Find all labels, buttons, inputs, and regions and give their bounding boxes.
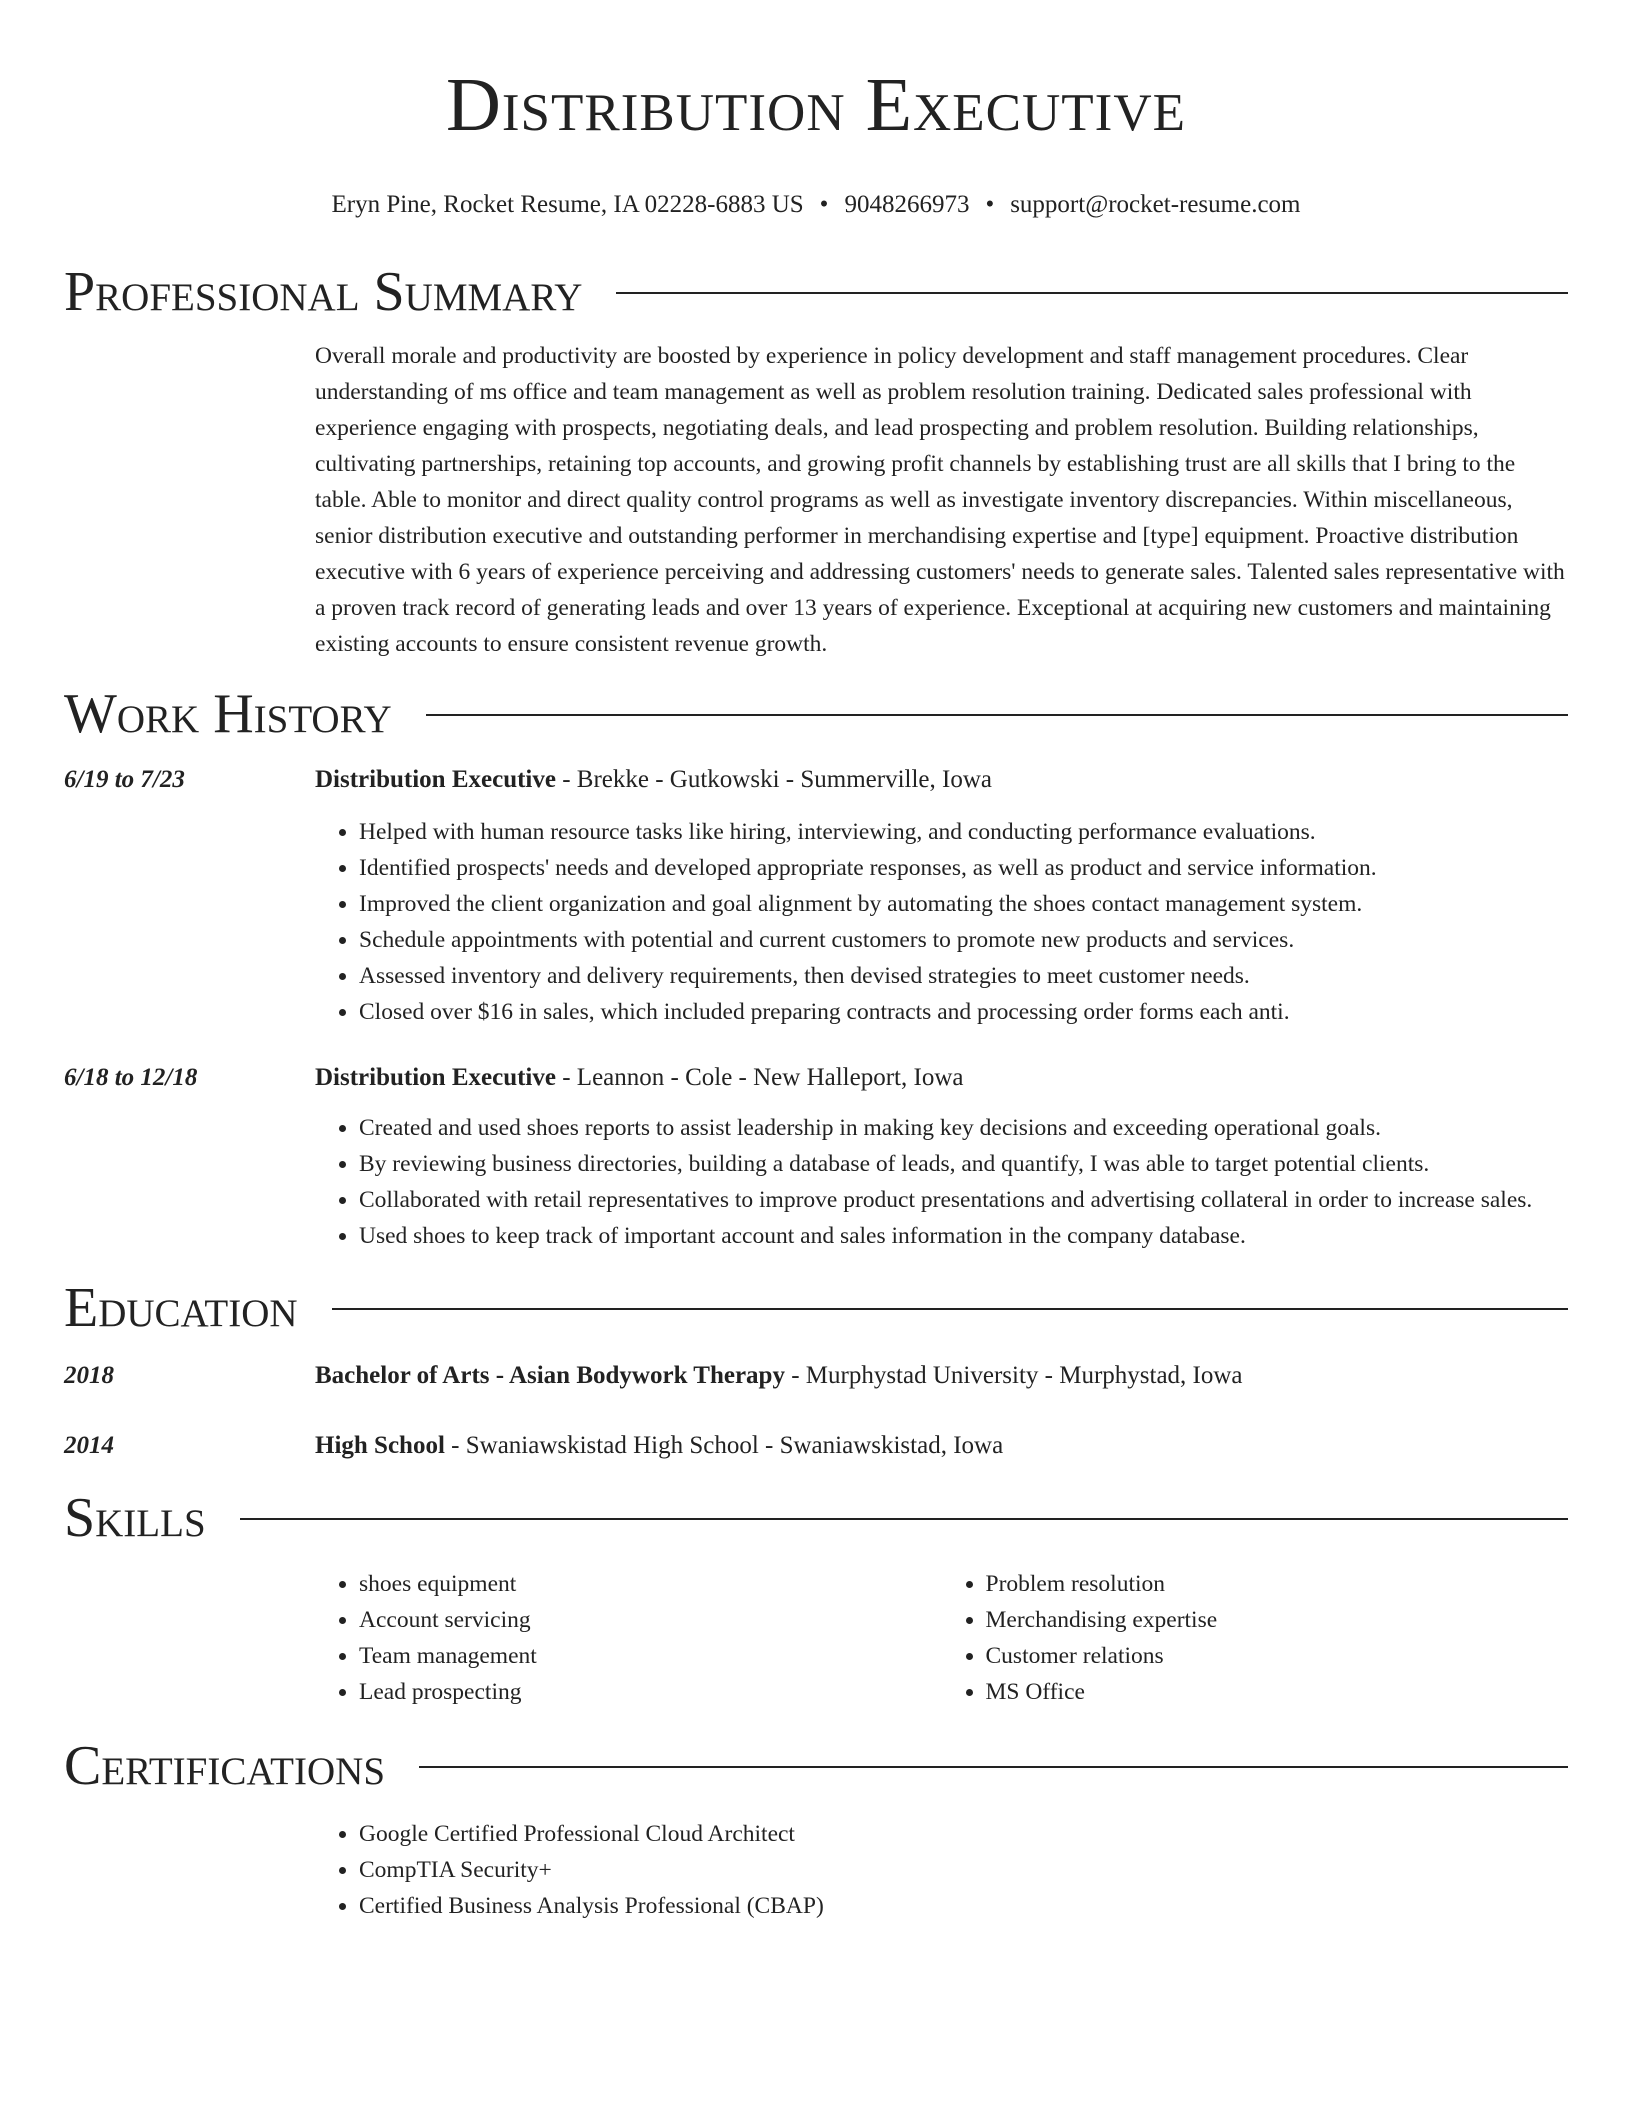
contact-line <box>64 190 1568 220</box>
job-role: Distribution Executive <box>315 1064 556 1091</box>
education-headline <box>315 1428 1003 1464</box>
list-item: • Improved the client organization and goal alignment by automating the shoes contact management system. <box>359 886 1568 922</box>
summary-header <box>64 262 1568 322</box>
education-heading: Education <box>64 1277 298 1339</box>
summary-text: Overall morale and productivity are boosted by experience in policy development and staff management procedures. Clear understanding of ms office and team management as well as problem resolution training. Dedicated sales professional with experience engaging with prospects, negotiating deals, and lead prospecting and problem resolution. Building relationships, cultivating partnerships, retaining top accounts, and growing profit channels by establishing trust are all skills that I bring to the table. Able to monitor and direct quality control programs as well as investigate inventory discrepancies. Within miscellaneous, senior distribution executive and outstanding performer in merchandising expertise and [type] equipment. Proactive distribution executive with 6 years of experience perceiving and addressing customers' needs to generate sales. Talented sales representative with a proven track record of generating leads and over 13 years of experience. Exceptional at acquiring new customers and maintaining existing accounts to ensure consistent revenue growth. <box>315 343 1565 657</box>
skill-item: • Customer relations <box>986 1638 1569 1674</box>
skill-item: • Problem resolution <box>986 1566 1569 1602</box>
certification-item: • CompTIA Security+ <box>359 1852 1568 1888</box>
education-headline <box>315 1358 1243 1394</box>
list-item: • Assessed inventory and delivery requirements, then devised strategies to meet customer needs. <box>359 958 1568 994</box>
list-item: • Helped with human resource tasks like hiring, interviewing, and conducting performance evaluations. <box>359 814 1568 850</box>
contact-address: Eryn Pine, Rocket Resume, IA 02228-6883 US <box>331 191 804 218</box>
section-divider <box>616 292 1568 294</box>
job-details: - Brekke - Gutkowski - Summerville, Iowa <box>555 766 992 793</box>
contact-email: support@rocket-resume.com <box>1010 191 1301 218</box>
job-headline <box>315 762 992 798</box>
contact-separator: • <box>985 191 995 218</box>
job-dates: 6/19 to 7/23 <box>64 766 185 793</box>
skill-item: • shoes equipment <box>359 1566 942 1602</box>
education-details: - Murphystad University - Murphystad, Iowa <box>784 1362 1243 1389</box>
certifications-list <box>315 1816 1568 1924</box>
skills-list-left <box>315 1566 942 1710</box>
education-degree: Bachelor of Arts - Asian Bodywork Therapy <box>315 1362 785 1389</box>
list-item: • Identified prospects' needs and developed appropriate responses, as well as product and service information. <box>359 850 1568 886</box>
certification-item: • Certified Business Analysis Professional (CBAP) <box>359 1888 1568 1924</box>
section-divider <box>332 1308 1568 1310</box>
work-history-heading: Work History <box>64 683 392 745</box>
education-degree: High School <box>315 1432 445 1459</box>
skill-item: • Account servicing <box>359 1602 942 1638</box>
job-details: - Leannon - Cole - New Halleport, Iowa <box>555 1064 964 1091</box>
skills-section <box>64 1488 1568 1710</box>
summary-section <box>64 262 1568 662</box>
summary-heading: Professional Summary <box>64 261 583 323</box>
job-entry <box>64 1060 1568 1254</box>
list-item: • Created and used shoes reports to assist leadership in making key decisions and exceeding operational goals. <box>359 1110 1568 1146</box>
education-details: - Swaniawskistad High School - Swaniawskistad, Iowa <box>444 1432 1004 1459</box>
work-history-header <box>64 684 1568 744</box>
education-year: 2018 <box>64 1362 114 1389</box>
education-header <box>64 1278 1568 1338</box>
skills-list-right <box>942 1566 1569 1710</box>
contact-phone: 9048266973 <box>844 191 970 218</box>
education-section <box>64 1278 1568 1464</box>
section-divider <box>426 714 1568 716</box>
job-dates: 6/18 to 12/18 <box>64 1064 198 1091</box>
list-item: • Schedule appointments with potential and current customers to promote new products and services. <box>359 922 1568 958</box>
list-item: • Collaborated with retail representatives to improve product presentations and advertising collateral in order to increase sales. <box>359 1182 1568 1218</box>
resume-title: Distribution Executive <box>446 63 1186 147</box>
section-divider <box>240 1518 1568 1520</box>
list-item: • Used shoes to keep track of important account and sales information in the company database. <box>359 1218 1568 1254</box>
certification-item: • Google Certified Professional Cloud Architect <box>359 1816 1568 1852</box>
skill-item: • Team management <box>359 1638 942 1674</box>
contact-separator: • <box>819 191 829 218</box>
education-entry <box>64 1358 1568 1394</box>
skills-header <box>64 1488 1568 1548</box>
list-item: • Closed over $16 in sales, which included preparing contracts and processing order forms each anti. <box>359 994 1568 1030</box>
certifications-heading: Certifications <box>64 1735 386 1797</box>
job-role: Distribution Executive <box>315 766 556 793</box>
list-item: • By reviewing business directories, building a database of leads, and quantify, I was able to target potential clients. <box>359 1146 1568 1182</box>
skill-item: • MS Office <box>986 1674 1569 1710</box>
skill-item: • Lead prospecting <box>359 1674 942 1710</box>
job-entry <box>64 762 1568 1030</box>
education-entry <box>64 1428 1568 1464</box>
section-divider <box>419 1766 1568 1768</box>
skills-heading: Skills <box>64 1487 206 1549</box>
job-bullets <box>315 1110 1568 1254</box>
work-history-section <box>64 684 1568 1254</box>
certifications-header <box>64 1736 1568 1796</box>
skill-item: • Merchandising expertise <box>986 1602 1569 1638</box>
job-bullets <box>315 814 1568 1030</box>
education-year: 2014 <box>64 1432 114 1459</box>
job-headline <box>315 1060 963 1096</box>
certifications-section <box>64 1736 1568 1924</box>
